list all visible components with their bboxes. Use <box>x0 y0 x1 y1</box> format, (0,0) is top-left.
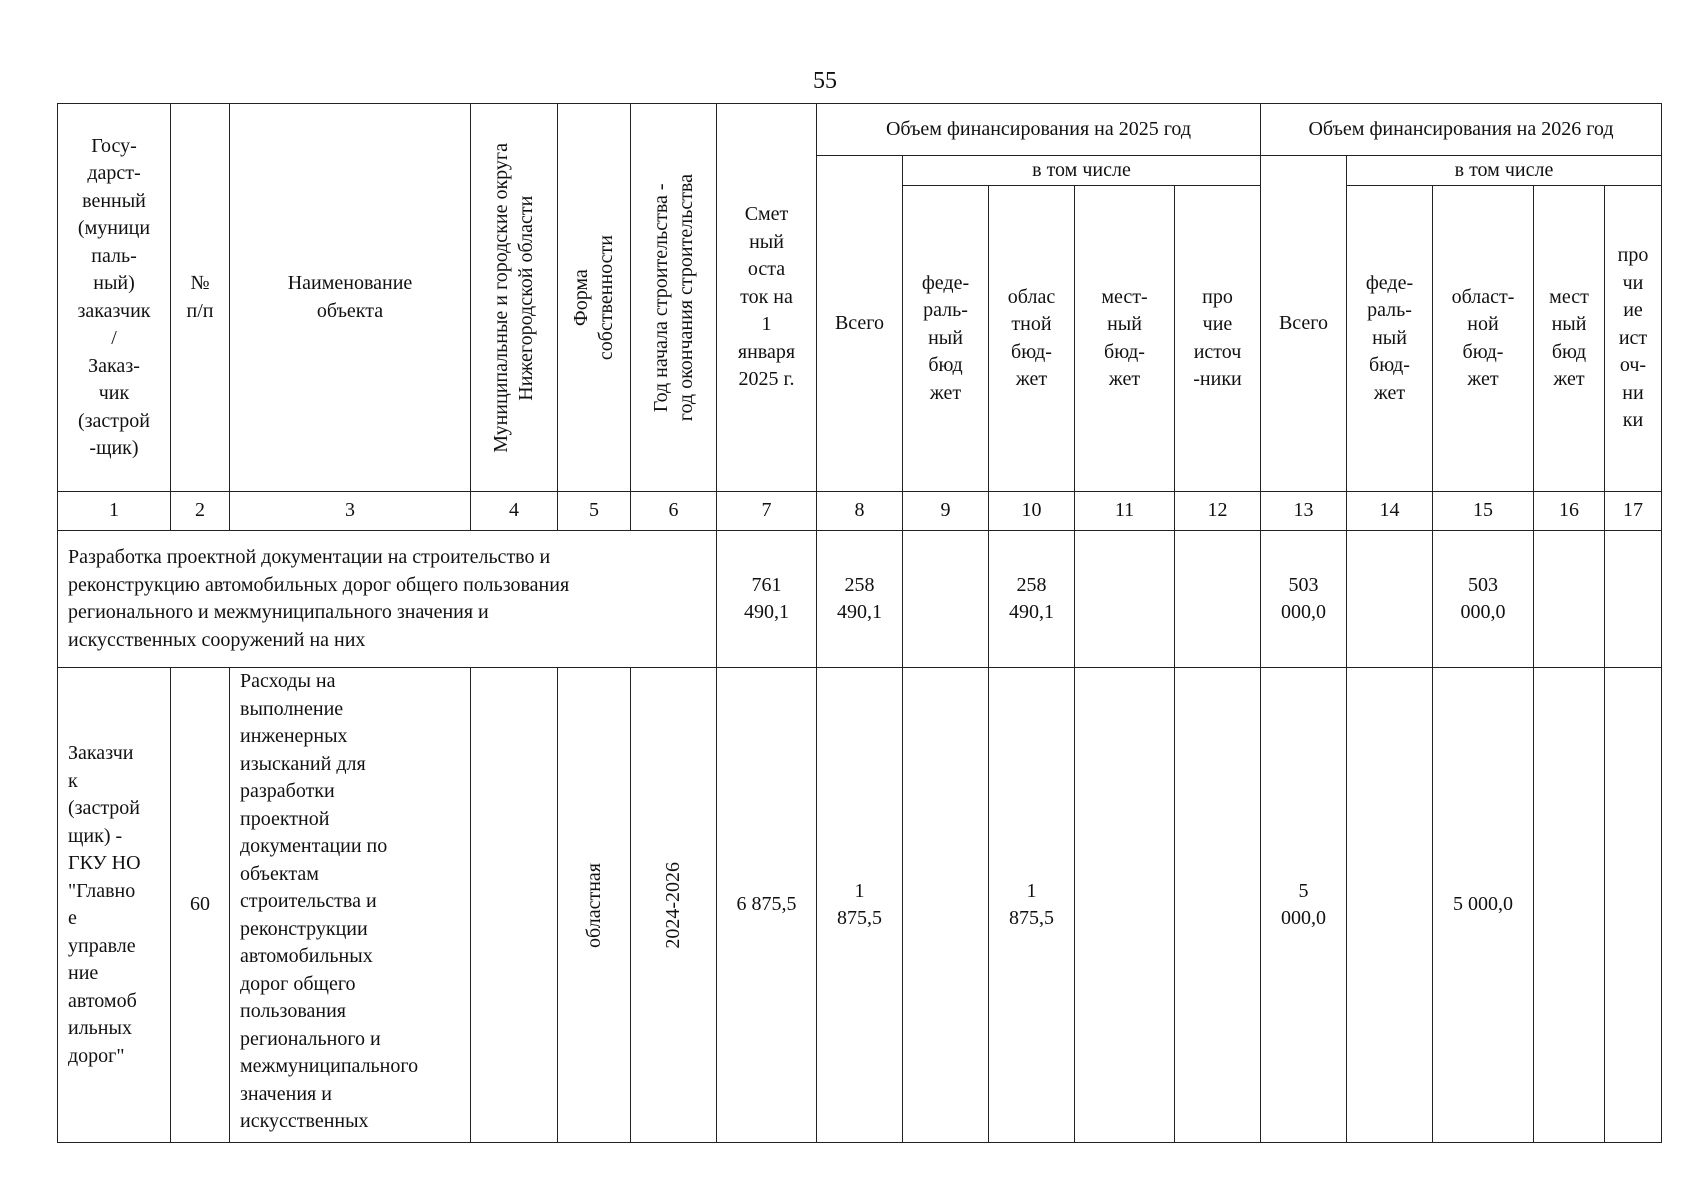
row-other-2025 <box>1175 668 1261 1143</box>
header-customer: Госу- дарст- венный (муници паль- ный) заказчик / Заказ- чик (застрой -щик) <box>58 104 171 492</box>
header-districts-text: Муниципальные и городские округа Нижегородской области <box>490 142 537 453</box>
header-number: № п/п <box>171 104 230 492</box>
header-local-2026: мест ный бюд жет <box>1534 186 1605 492</box>
row-remaining-cost: 6 875,5 <box>717 668 817 1143</box>
section-total-2025: 258 490,1 <box>817 531 903 668</box>
section-remaining-cost: 761 490,1 <box>717 531 817 668</box>
header-years-text: Год начала строительства - год окончания строительства <box>649 173 697 422</box>
section-regional-2025: 258 490,1 <box>989 531 1075 668</box>
row-ownership <box>558 668 631 1143</box>
row-local-2025 <box>1075 668 1175 1143</box>
column-number: 1 <box>58 492 171 531</box>
header-funding-2025: Объем финансирования на 2025 год <box>817 104 1261 156</box>
section-federal-2025 <box>903 531 989 668</box>
row-total-2026: 5 000,0 <box>1261 668 1347 1143</box>
column-number: 9 <box>903 492 989 531</box>
row-district <box>471 668 558 1143</box>
column-number: 4 <box>471 492 558 531</box>
column-number: 16 <box>1534 492 1605 531</box>
column-number: 14 <box>1347 492 1433 531</box>
header-years <box>631 104 717 492</box>
header-funding-2026: Объем финансирования на 2026 год <box>1261 104 1662 156</box>
column-number: 12 <box>1175 492 1261 531</box>
column-number: 5 <box>558 492 631 531</box>
column-number: 15 <box>1433 492 1534 531</box>
row-years <box>631 668 717 1143</box>
header-local-2025: мест- ный бюд- жет <box>1075 186 1175 492</box>
column-number: 17 <box>1605 492 1662 531</box>
column-number: 2 <box>171 492 230 531</box>
row-customer: Заказчи к (застрой щик) - ГКУ НО "Главно е управле ние автомоб ильных дорог" <box>58 668 171 1143</box>
row-local-2026 <box>1534 668 1605 1143</box>
section-federal-2026 <box>1347 531 1433 668</box>
header-including-2025: в том числе <box>903 156 1261 186</box>
header-remaining-cost: Смет ный оста ток на 1 января 2025 г. <box>717 104 817 492</box>
column-number: 6 <box>631 492 717 531</box>
column-number: 7 <box>717 492 817 531</box>
section-local-2026 <box>1534 531 1605 668</box>
section-other-2025 <box>1175 531 1261 668</box>
column-number: 8 <box>817 492 903 531</box>
section-title: Разработка проектной документации на строительство и реконструкцию автомобильных дорог общего пользования регионального и межмуниципального значения и искусственных сооружений на них <box>58 531 717 668</box>
header-federal-2025: феде- раль- ный бюд жет <box>903 186 989 492</box>
header-total-2025: Всего <box>817 156 903 492</box>
header-total-2026: Всего <box>1261 156 1347 492</box>
header-districts <box>471 104 558 492</box>
column-number: 11 <box>1075 492 1175 531</box>
row-other-2026 <box>1605 668 1662 1143</box>
header-ownership-text: Форма собственности <box>570 234 617 361</box>
header-object-name: Наименование объекта <box>230 104 471 492</box>
row-number: 60 <box>171 668 230 1143</box>
row-regional-2026: 5 000,0 <box>1433 668 1534 1143</box>
section-other-2026 <box>1605 531 1662 668</box>
section-regional-2026: 503 000,0 <box>1433 531 1534 668</box>
section-total-2026: 503 000,0 <box>1261 531 1347 668</box>
row-ownership-text: областная <box>582 862 605 948</box>
row-total-2025: 1 875,5 <box>817 668 903 1143</box>
row-object-name: Расходы на выполнение инженерных изысканий для разработки проектной документации по объектам строительства и реконструкции автомобильных дорог общего пользования регионального и межмуниципального значения и искусственных <box>230 668 471 1143</box>
row-federal-2026 <box>1347 668 1433 1143</box>
column-number: 13 <box>1261 492 1347 531</box>
header-ownership <box>558 104 631 492</box>
column-number: 10 <box>989 492 1075 531</box>
section-row <box>58 531 1662 668</box>
financing-table <box>57 103 1662 1143</box>
header-regional-2026: област- ной бюд- жет <box>1433 186 1534 492</box>
header-including-2026: в том числе <box>1347 156 1662 186</box>
header-other-2026: про чи ие ист оч- ни ки <box>1605 186 1662 492</box>
column-number: 3 <box>230 492 471 531</box>
row-years-text: 2024-2026 <box>662 861 684 949</box>
row-federal-2025 <box>903 668 989 1143</box>
section-local-2025 <box>1075 531 1175 668</box>
column-number-row <box>58 492 1662 531</box>
header-other-2025: про чие источ -ники <box>1175 186 1261 492</box>
header-federal-2026: феде- раль- ный бюд- жет <box>1347 186 1433 492</box>
page-number: 55 <box>813 68 837 94</box>
table-row <box>58 668 1662 1143</box>
row-regional-2025: 1 875,5 <box>989 668 1075 1143</box>
header-row <box>58 104 1662 156</box>
header-regional-2025: облас тной бюд- жет <box>989 186 1075 492</box>
